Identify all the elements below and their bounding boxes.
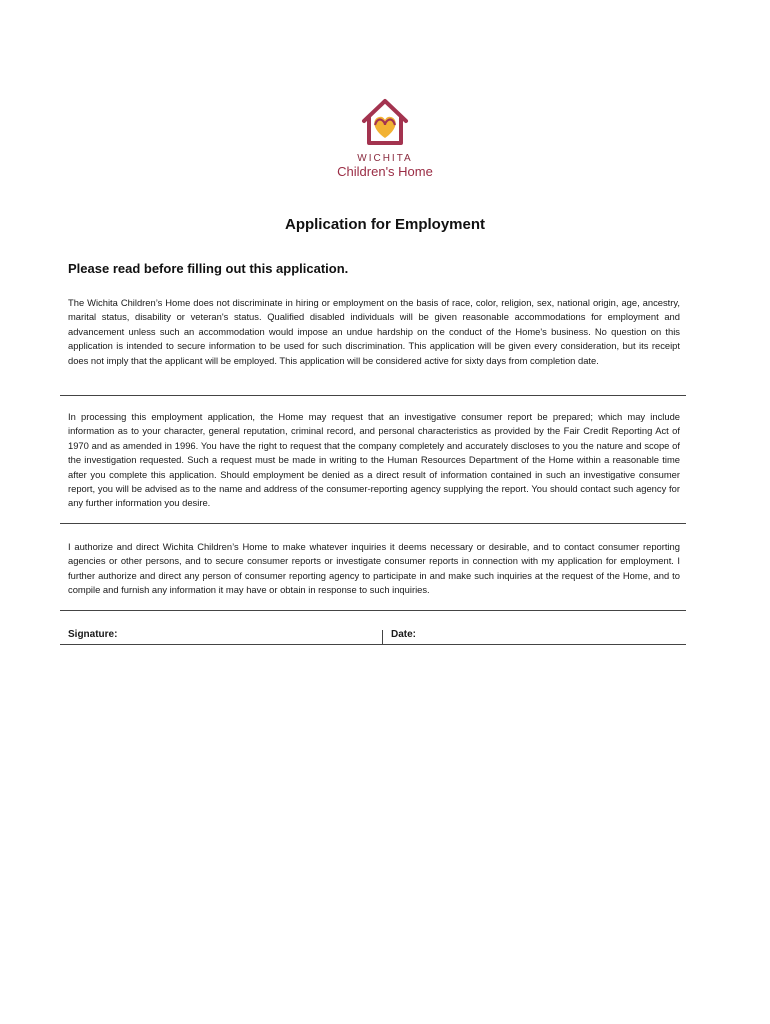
house-heart-icon	[358, 95, 412, 149]
date-label: Date:	[391, 629, 417, 640]
section-divider	[60, 523, 686, 524]
signature-label: Signature:	[68, 629, 118, 640]
logo-text-childrens-home: Children's Home	[337, 164, 433, 179]
authorization-paragraph: I authorize and direct Wichita Children’s Home to make whatever inquiries it deems necessary or desirable, and to contact consumer reporting agencies or other persons, and to secure consumer reports or investigate consumer reports in connection with my application for employment. I further authorize and direct any person of consumer reporting agency to participate in and make such inquiries at the request of the Home, and to compile and furnish any information it may have or obtain in response to such inquiries.	[68, 541, 680, 596]
notice-heading: Please read before filling out this application.	[68, 261, 349, 276]
nondiscrimination-paragraph: The Wichita Children’s Home does not discriminate in hiring or employment on the basis of race, color, religion, sex, national origin, age, ancestry, marital status, disability or veteran's status. Qualified disabled individuals will be given reasonable accommodations for employment and advancement unless such an accommodation would impose an undue hardship on the conduct of the Home's business. No question on this application is intended to secure information to be used for such discrimination. This application will be given every consideration, but its receipt does not imply that the applicant will be employed. This application will be considered active for sixty days from completion date.	[68, 297, 680, 366]
page-title: Application for Employment	[284, 216, 485, 233]
signature-date-divider	[382, 630, 383, 644]
logo-text-wichita: WICHITA	[357, 153, 413, 164]
section-divider	[60, 610, 686, 611]
organization-logo	[320, 95, 450, 190]
consumer-report-paragraph: In processing this employment application, the Home may request that an investigative consumer report be prepared; which may include information as to your character, general reputation, criminal record, and personal characteristics as provided by the Fair Credit Reporting Act of 1970 and as amended in 1996. You have the right to request that the company completely and accurately discloses to you the nature and scope of the investigation requested. Such a request must be made in writing to the Human Resources Department of the Home within a reasonable time after you complete this application. Should employment be denied as a direct result of information contained in such an investigative consumer report, you will be advised as to the name and address of the consumer-reporting agency supplying the report. You should contact such agency for any further information you desire.	[68, 411, 680, 509]
section-divider	[60, 395, 686, 396]
signature-row	[60, 626, 686, 645]
